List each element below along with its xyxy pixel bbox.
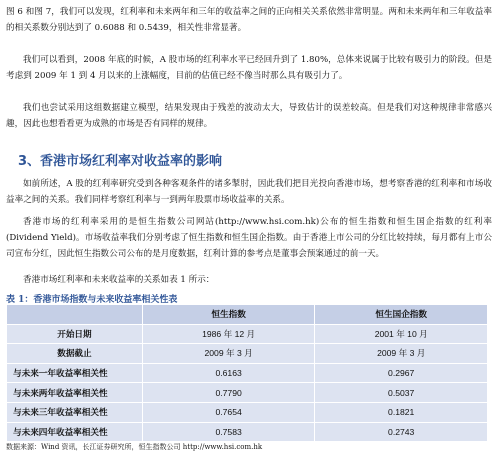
table-cell: 0.2743 <box>315 422 488 442</box>
paragraph-hk-intro: 如前所述，A 股的红利率研究受到各种客观条件的诸多掣肘，因此我们把目光投向香港市场，想考察香港的红利率和市场收益率之间的关系。我们同样考察红利率与一到两年股票市场收益率的关系。 <box>6 179 492 205</box>
table-row <box>7 402 488 422</box>
table-row-label: 数据截止 <box>7 344 143 364</box>
section-heading: 3、香港市场红利率对收益率的影响 <box>18 154 223 169</box>
table-row <box>7 422 488 442</box>
table-cell: 0.5037 <box>315 383 488 403</box>
table-row-label: 开始日期 <box>7 324 143 344</box>
table-cell: 0.7583 <box>142 422 315 442</box>
source-note: 数据来源：Wind 资讯，长江证券研究所，恒生指数公司 http://www.hsi.com.hk <box>6 443 263 451</box>
table-cell: 0.6163 <box>142 363 315 383</box>
table-cell: 0.1821 <box>315 402 488 422</box>
table-row <box>7 383 488 403</box>
table-row-label: 与未来一年收益率相关性 <box>7 363 143 383</box>
table-cell: 0.7790 <box>142 383 315 403</box>
table-caption: 表 1：香港市场指数与未来收益率相关性表 <box>6 295 178 305</box>
table-cell: 0.7654 <box>142 402 315 422</box>
table-row <box>7 363 488 383</box>
paragraph-hk-method: 香港市场的红利率采用的是恒生指数公司网站(http://www.hsi.com.hk)公布的恒生指数和恒生国企指数的红利率(Dividend Yield)。市场收益率我们分别考虑了恒生指数和恒生国企指数。由于香港上市公司的分红比较持续，每月都有上市公司宣布分红，因此恒生指数公司公布的是月度数据，红利计算的参考点是董事会预案通过的前一天。 <box>6 217 492 259</box>
table-cell: 2009 年 3 月 <box>315 344 488 364</box>
table-col-header: 恒生国企指数 <box>315 305 488 325</box>
table-cell: 0.2967 <box>315 363 488 383</box>
table-col-header: 恒生指数 <box>142 305 315 325</box>
table-cell: 2001 年 10 月 <box>315 324 488 344</box>
paragraph-model-attempt: 我们也尝试采用这组数据建立模型，结果发现由于残差的波动太大，导致估计的误差较高。但是我们对这种规律非常感兴趣，因此也想看看更为成熟的市场是否有同样的规律。 <box>6 103 492 129</box>
table-row-label: 与未来四年收益率相关性 <box>7 422 143 442</box>
correlation-table <box>6 304 488 442</box>
table-cell: 2009 年 3 月 <box>142 344 315 364</box>
paragraph-dividend-2008: 我们可以看到，2008 年底的时候，A 股市场的红利率水平已经回升到了 1.80%，总体来说属于比较有吸引力的阶段。但是考虑到 2009 年 1 到 4 月以来的上涨幅度，目前的估值已经不像当时那么具有吸引力了。 <box>6 55 492 81</box>
table-corner-cell <box>7 305 143 325</box>
table-row <box>7 344 488 364</box>
paragraph-correlation-findings: 图 6 和图 7，我们可以发现，红利率和未来两年和三年的收益率之间的正向相关关系依然非常明显。两和未来两年和三年收益率的相关系数分别达到了 0.6088 和 0.5439，相关性非常显著。 <box>6 7 492 33</box>
paragraph-table-intro: 香港市场红利率和未来收益率的关系如表 1 所示： <box>23 275 215 285</box>
table-cell: 1986 年 12 月 <box>142 324 315 344</box>
table-row-label: 与未来三年收益率相关性 <box>7 402 143 422</box>
table-row-label: 与未来两年收益率相关性 <box>7 383 143 403</box>
table-header-row <box>7 305 488 325</box>
table-row <box>7 324 488 344</box>
